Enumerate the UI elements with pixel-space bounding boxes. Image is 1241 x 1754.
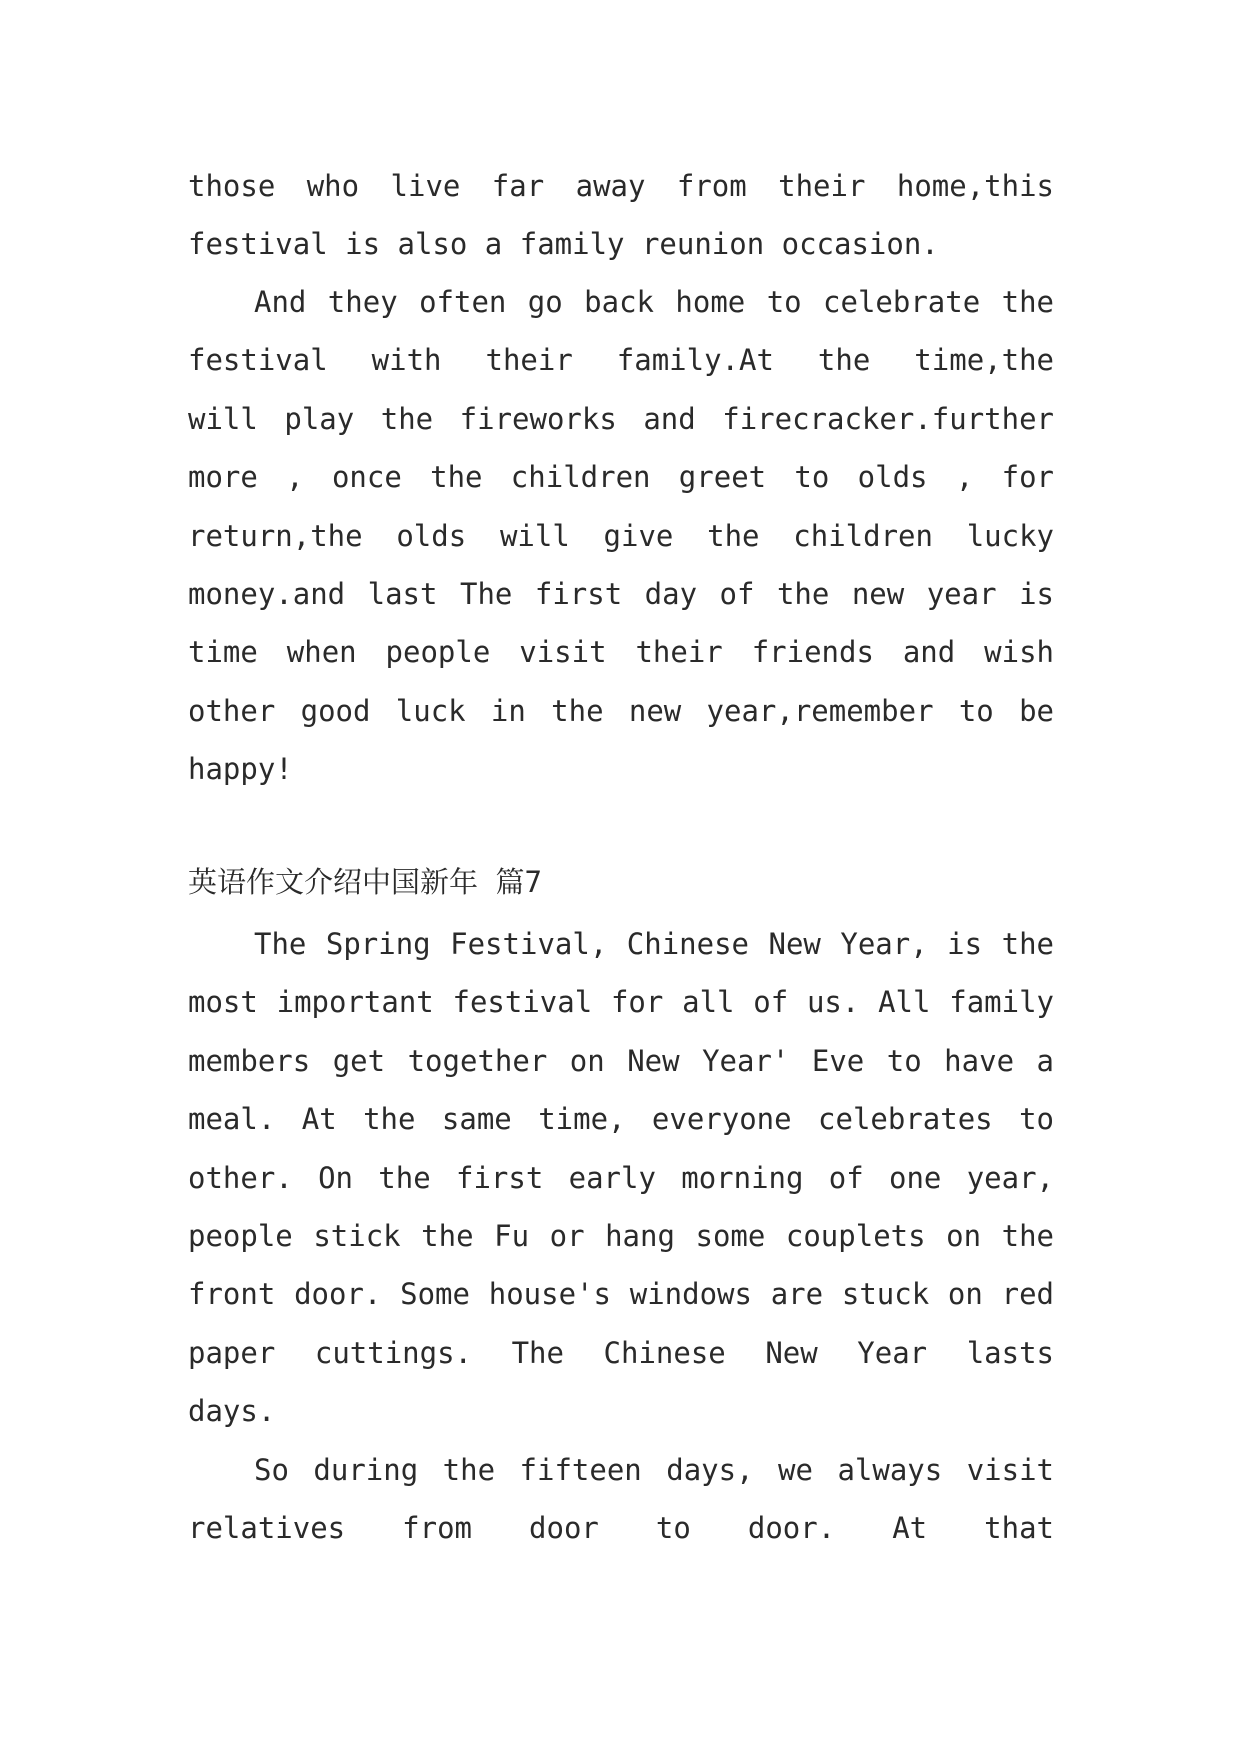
text-line: members get together on New Year' Eve to have a [188, 1043, 1054, 1078]
text-line: will play the fireworks and firecracker.further [188, 401, 1054, 436]
text-line: And they often go back home to celebrate the [254, 285, 1054, 319]
text-line: those who live far away from their home,this [188, 169, 1054, 203]
text-line: time when people visit their friends and wish [188, 635, 1054, 670]
paragraph-2 [188, 273, 1054, 799]
text-line: days. [188, 1394, 276, 1429]
text-line: people stick the Fu or hang some couplets on the [188, 1218, 1054, 1253]
text-line: return,the olds will give the children lucky [188, 518, 1054, 553]
text-line: paper cuttings. The Chinese New Year lasts [188, 1335, 1054, 1370]
paragraph-3 [188, 915, 1054, 1441]
text-line: festival is also a family reunion occasion. [188, 227, 939, 262]
text-line: So during the fifteen days, we always visit [254, 1453, 1054, 1487]
text-line: relatives from door to door. At that [188, 1511, 1054, 1546]
text-line: money.and last The first day of the new year is [188, 576, 1054, 611]
text-line: other. On the first early morning of one year, [188, 1160, 1054, 1195]
paragraph-4 [188, 1441, 1054, 1558]
text-line: happy! [188, 752, 293, 787]
paragraph-continued [188, 157, 1054, 274]
text-line: The Spring Festival, Chinese New Year, is the [254, 927, 1054, 961]
text-line: other good luck in the new year,remember to be [188, 693, 1054, 728]
text-line: meal. At the same time, everyone celebrates to [188, 1102, 1054, 1137]
section-heading: 英语作文介绍中国新年 篇7 [188, 865, 542, 899]
text-line: front door. Some house's windows are stuck on red [188, 1277, 1054, 1312]
text-line: more , once the children greet to olds , for [188, 460, 1054, 495]
text-line: festival with their family.At the time,the [188, 343, 1054, 378]
text-line: most important festival for all of us. All family [188, 985, 1054, 1020]
